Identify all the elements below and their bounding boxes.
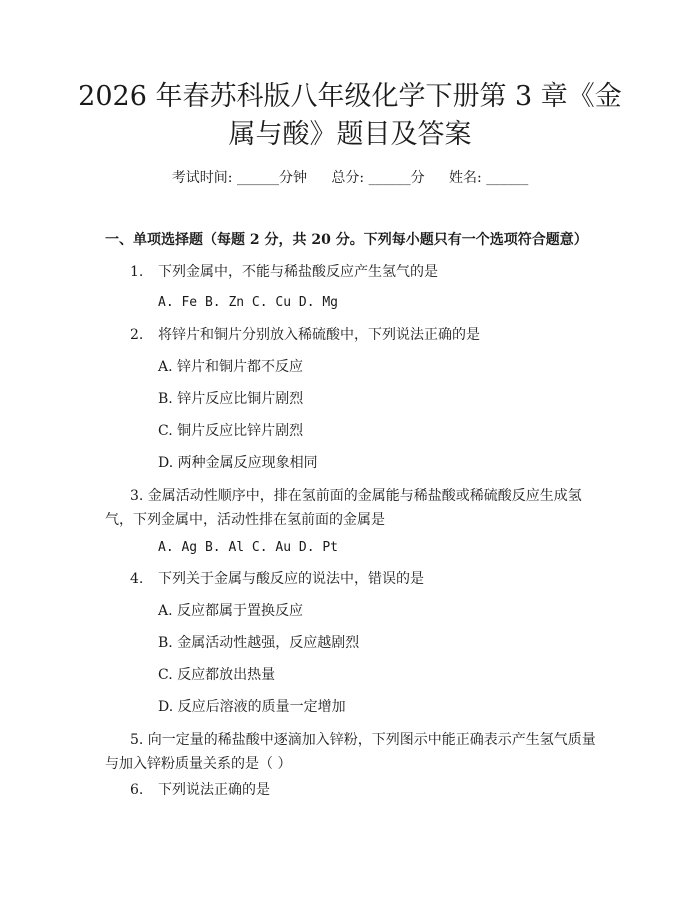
question-text-line-2: 与加入锌粉质量关系的是（ ）: [105, 756, 292, 772]
question-1: [130, 262, 438, 282]
question-1-options: A. Fe B. Zn C. Cu D. Mg: [158, 295, 339, 310]
question-4: [130, 569, 424, 589]
question-number: 6.: [130, 782, 144, 798]
option-d: D. 两种金属反应现象相同: [158, 455, 318, 471]
question-3-options: A. Ag B. Al C. Au D. Pt: [158, 540, 339, 555]
question-2: [130, 325, 480, 345]
title-line-1: 2026 年春苏科版八年级化学下册第 3 章《金: [78, 81, 622, 112]
option-a: A. 锌片和铜片都不反应: [158, 359, 304, 375]
exam-meta: [0, 168, 700, 188]
question-number: 2.: [130, 327, 144, 343]
question-text: 下列关于金属与酸反应的说法中，错误的是: [158, 571, 424, 587]
question-text: 将锌片和铜片分别放入稀硫酸中，下列说法正确的是: [158, 327, 480, 343]
question-text-line-1: 5. 向一定量的稀盐酸中逐滴加入锌粉，下列图示中能正确表示产生氢气质量: [130, 732, 596, 748]
exam-name: 姓名: ______: [449, 170, 529, 186]
question-number: 4.: [130, 571, 144, 587]
option-b: B. 锌片反应比铜片剧烈: [158, 391, 304, 407]
exam-score: 总分: ______分: [331, 170, 425, 186]
section-heading: 一、单项选择题（每题 2 分，共 20 分。下列每小题只有一个选项符合题意）: [105, 232, 588, 248]
document-title: [60, 78, 640, 154]
option-d: D. 反应后溶液的质量一定增加: [158, 699, 346, 715]
question-5: [105, 728, 605, 776]
option-c: C. 铜片反应比锌片剧烈: [158, 423, 304, 439]
question-text: 下列金属中，不能与稀盐酸反应产生氢气的是: [158, 264, 438, 280]
question-text: 下列说法正确的是: [158, 782, 270, 798]
option-a: A. 反应都属于置换反应: [158, 603, 304, 619]
option-c: C. 反应都放出热量: [158, 667, 276, 683]
question-text-line-1: 3. 金属活动性顺序中，排在氢前面的金属能与稀盐酸或稀硫酸反应生成氢: [130, 488, 582, 504]
question-6: [130, 780, 270, 800]
question-text-line-2: 气，下列金属中，活动性排在氢前面的金属是: [105, 512, 385, 528]
question-3: [105, 484, 605, 532]
title-line-2: 属与酸》题目及答案: [228, 119, 472, 150]
option-b: B. 金属活动性越强，反应越剧烈: [158, 635, 360, 651]
question-number: 1.: [130, 264, 144, 280]
exam-time: 考试时间: ______分钟: [171, 170, 307, 186]
